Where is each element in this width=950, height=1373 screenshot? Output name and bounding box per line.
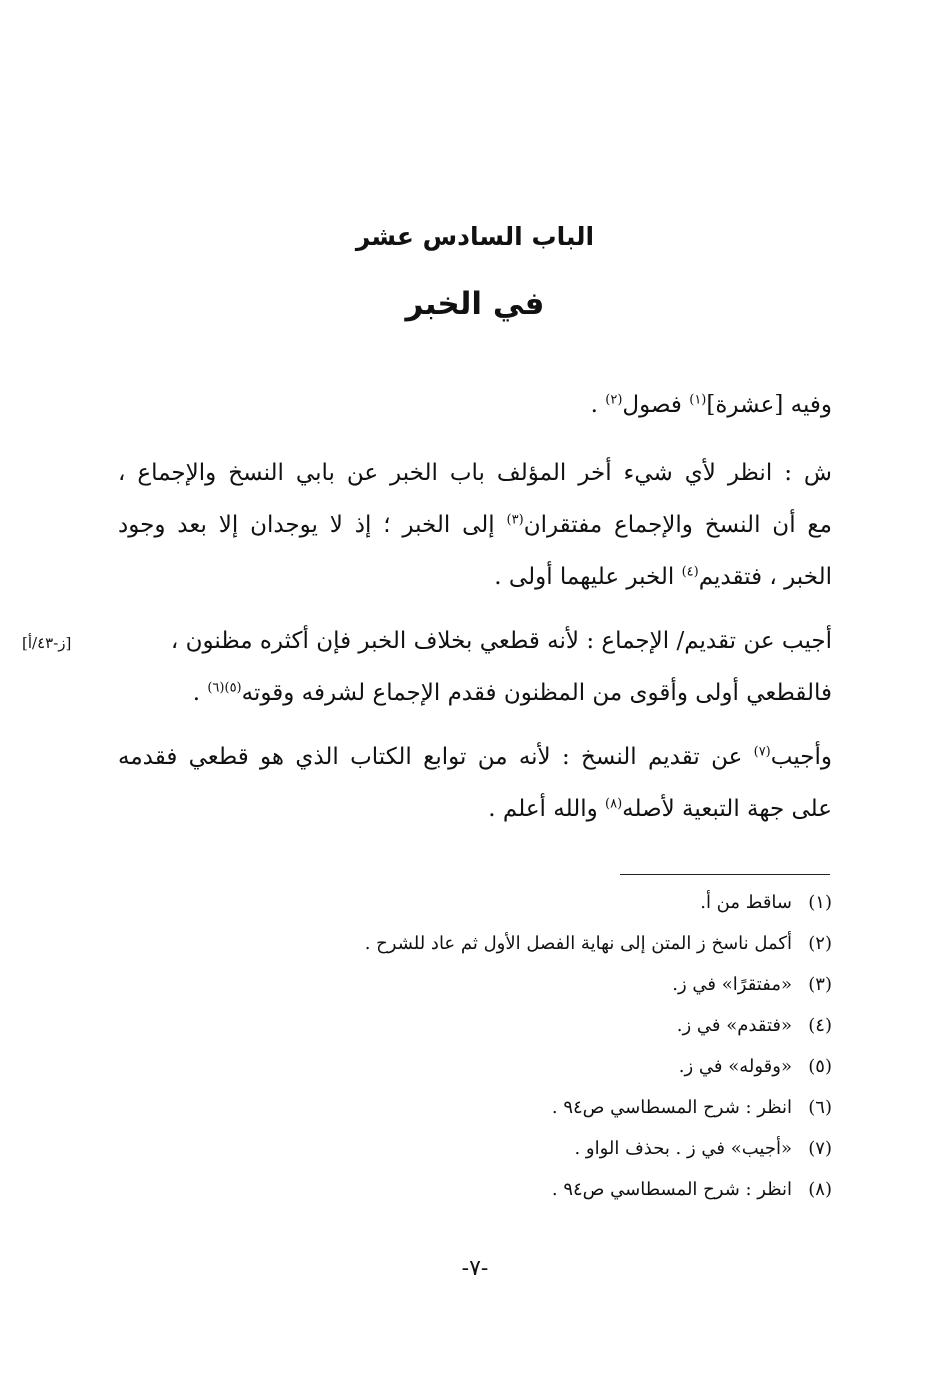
chapter-title: الباب السادس عشر — [355, 222, 595, 251]
footnote-text: ساقط من أ. — [700, 892, 792, 913]
footnote-2 — [365, 933, 832, 954]
footnote-ref-2[interactable]: (٢) — [605, 392, 623, 408]
footnote-text: «أجيب» في ز . بحذف الواو . — [574, 1138, 792, 1159]
intro-line — [591, 392, 832, 418]
intro-text-b: فصول — [622, 392, 690, 418]
footnote-3 — [672, 974, 832, 995]
para1-line1: ش : انظر لأي شيء أخر المؤلف باب الخبر عن بابي النسخ والإجماع ، — [118, 460, 832, 486]
para3-line2 — [488, 796, 832, 822]
para1-line2 — [118, 512, 832, 538]
para3-line1-b: عن تقديم النسخ : لأنه من توابع الكتاب الذي هو قطعي فقدمه — [118, 744, 754, 770]
para3-line1 — [118, 744, 832, 770]
footnote-number: (٤) — [808, 1015, 832, 1036]
para1-line3-a: الخبر ، فتقديم — [698, 564, 832, 590]
intro-text-c: . — [590, 392, 606, 418]
manuscript-margin-ref: [ز-٤٣/أ] — [22, 634, 72, 652]
footnote-text: «وقوله» في ز. — [678, 1056, 792, 1077]
para2-line1: أجيب عن تقديم/ الإجماع : لأنه قطعي بخلاف الخبر فإن أكثره مظنون ، — [170, 628, 832, 654]
para2-line2-a: فالقطعي أولى وأقوى من المظنون فقدم الإجماع لشرفه وقوته — [241, 680, 832, 706]
footnote-4 — [677, 1015, 832, 1036]
footnote-ref-4[interactable]: (٤) — [681, 564, 699, 580]
footnote-number: (٦) — [808, 1097, 832, 1118]
para1-line2-b: إلى الخبر ؛ إذ لا يوجدان إلا بعد وجود — [118, 512, 507, 538]
footnote-ref-3[interactable]: (٣) — [506, 512, 524, 528]
para2-line2-b: . — [192, 680, 208, 706]
intro-text-a: وفيه [عشرة] — [706, 392, 832, 418]
para1-line2-a: مع أن النسخ والإجماع مفتقران — [523, 512, 832, 538]
footnote-divider — [620, 874, 830, 875]
para2-line2 — [193, 680, 832, 706]
footnote-5 — [679, 1056, 832, 1077]
footnote-number: (٣) — [808, 974, 832, 995]
footnote-ref-7[interactable]: (٧) — [753, 744, 771, 760]
para1-line3-b: الخبر عليهما أولى . — [494, 564, 682, 590]
footnote-text: انظر : شرح المسطاسي ص٩٤ . — [551, 1179, 792, 1200]
footnote-text: أكمل ناسخ ز المتن إلى نهاية الفصل الأول ثم عاد للشرح . — [364, 933, 792, 954]
page-number: -٧- — [461, 1256, 489, 1281]
footnote-7 — [574, 1138, 832, 1159]
footnote-ref-1[interactable]: (١) — [689, 392, 707, 408]
footnote-text: «فتقدم» في ز. — [676, 1015, 792, 1036]
footnote-8 — [552, 1179, 832, 1200]
para3-line2-b: والله أعلم . — [488, 796, 606, 822]
footnote-ref-8[interactable]: (٨) — [605, 796, 623, 812]
footnote-text: انظر : شرح المسطاسي ص٩٤ . — [551, 1097, 792, 1118]
footnote-text: «مفتقرًا» في ز. — [672, 974, 792, 995]
footnote-number: (٢) — [808, 933, 832, 954]
para3-line2-a: على جهة التبعية لأصله — [622, 796, 832, 822]
footnote-1 — [700, 892, 832, 913]
footnote-ref-5-6[interactable]: (٥)(٦) — [207, 680, 242, 696]
footnote-number: (٥) — [808, 1056, 832, 1077]
para3-line1-a: وأجيب — [770, 744, 832, 770]
footnote-6 — [552, 1097, 832, 1118]
footnote-number: (١) — [808, 892, 832, 913]
footnote-number: (٧) — [808, 1138, 832, 1159]
topic-title: في الخبر — [405, 286, 545, 322]
footnote-number: (٨) — [808, 1179, 832, 1200]
para1-line3 — [494, 564, 832, 590]
